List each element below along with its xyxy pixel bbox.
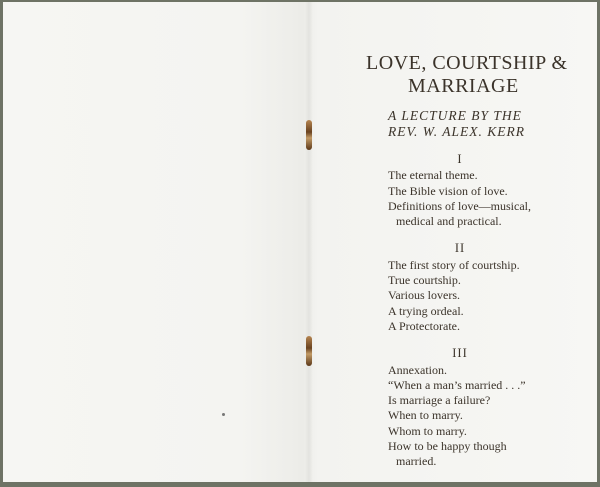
list-item: married. <box>396 454 437 469</box>
list-item: Definitions of love—musical, <box>388 198 531 213</box>
subtitle <box>388 108 596 140</box>
list-item: When to marry. <box>388 408 463 423</box>
subtitle-line-1: A LECTURE BY THE <box>388 108 522 123</box>
section-numeral: II <box>454 241 466 256</box>
subtitle-line-2: REV. W. ALEX. KERR <box>388 124 526 139</box>
paper-speck <box>222 413 225 416</box>
center-fold <box>305 2 313 482</box>
page-title <box>366 52 596 98</box>
staple-top <box>306 120 312 150</box>
section-1 <box>366 152 596 229</box>
right-page <box>366 52 596 470</box>
title-line-2: MARRIAGE <box>408 75 519 97</box>
list-item: Annexation. <box>388 362 447 377</box>
staple-bottom <box>306 336 312 366</box>
list-item: Whom to marry. <box>388 423 467 438</box>
section-numeral: III <box>452 346 468 361</box>
list-item: A trying ordeal. <box>388 303 464 318</box>
list-item: medical and practical. <box>396 214 502 229</box>
section-2 <box>366 241 596 334</box>
list-item: Various lovers. <box>388 288 460 303</box>
list-item: The first story of courtship. <box>388 257 520 272</box>
list-item: The Bible vision of love. <box>388 183 508 198</box>
title-line-1: LOVE, COURTSHIP & <box>366 52 568 74</box>
list-item: True courtship. <box>388 273 461 288</box>
section-3 <box>366 346 596 469</box>
list-item: “When a man’s married . . .” <box>388 377 526 392</box>
list-item: Is marriage a failure? <box>388 393 491 408</box>
list-item: A Protectorate. <box>388 318 460 333</box>
list-item: How to be happy though <box>388 439 507 454</box>
section-numeral: I <box>457 152 463 166</box>
list-item: The eternal theme. <box>388 168 478 183</box>
